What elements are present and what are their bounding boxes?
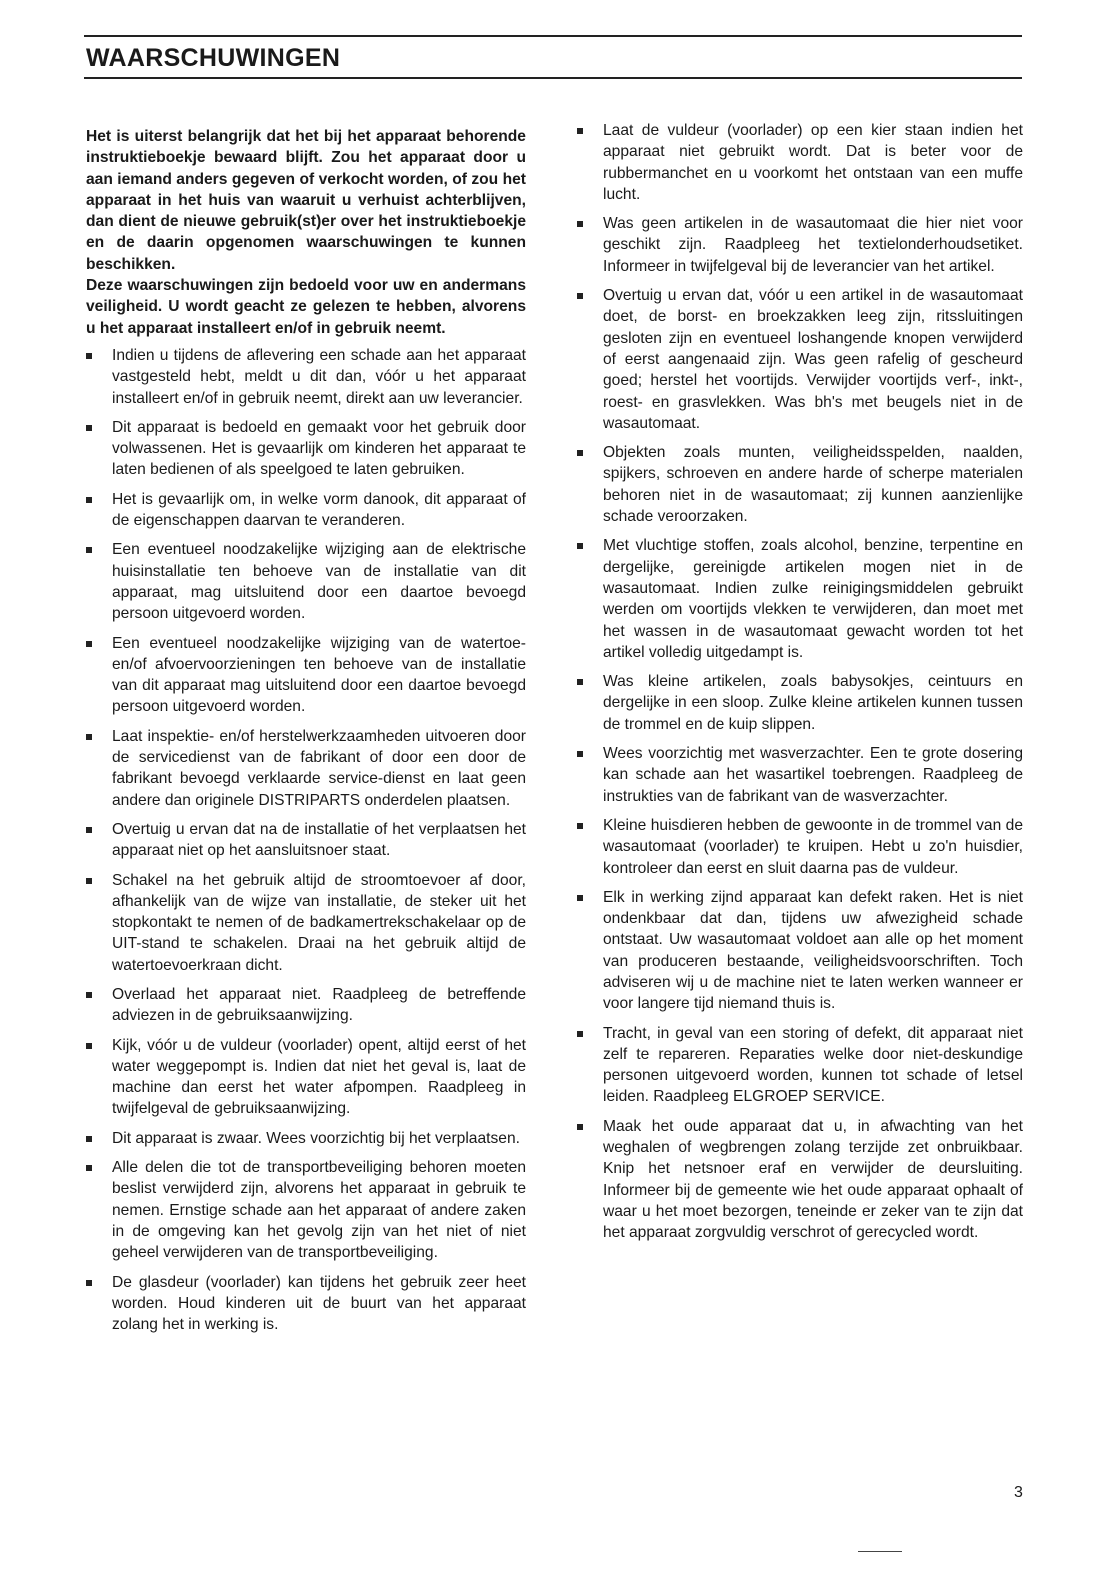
warning-text: Het is gevaarlijk om, in welke vorm danook, dit apparaat of de eigenschappen daarvan te veranderen.	[112, 490, 526, 530]
bullet-icon	[86, 497, 92, 503]
warning-text: Dit apparaat is zwaar. Wees voorzichtig bij het verplaatsen.	[112, 1129, 520, 1147]
bullet-icon	[577, 751, 583, 757]
page-title: WAARSCHUWINGEN	[86, 44, 341, 72]
warning-text: Kijk, vóór u de vuldeur (voorlader) opent, altijd eerst of het water weggepompt is. Indien dat niet het geval is, laat de machine dan eerst het water afpompen. Raadpleeg in twijfelgeval de gebruiksaanwijzing.	[112, 1036, 526, 1118]
header-rule-bottom	[84, 77, 1022, 79]
bullet-icon	[577, 293, 583, 299]
warning-item	[577, 120, 1023, 205]
warning-item	[577, 1023, 1023, 1108]
warning-list-left	[86, 345, 526, 1335]
warning-list-right	[577, 120, 1023, 1244]
warning-text: Maak het oude apparaat dat u, in afwachting van het weghalen of wegbrengen zolang terzijde zet onbruikbaar. Knip het netsnoer eraf en verwijder de deursluiting. Informeer bij de gemeente wie het oude apparaat ophaalt of waar u het moet bezorgen, teneinde er zeker van te zijn dat het apparaat zorgvuldig verschrot of gerecycled wordt.	[603, 1117, 1023, 1242]
warning-text: Was geen artikelen in de wasautomaat die hier niet voor geschikt zijn. Raadpleeg het textielonderhoudsetiket. Informeer in twijfelgeval bij de leverancier van het artikel.	[603, 215, 1023, 275]
bullet-icon	[86, 1136, 92, 1142]
header-rule-top	[84, 35, 1022, 37]
warning-text: De glasdeur (voorlader) kan tijdens het gebruik zeer heet worden. Houd kinderen uit de buurt van het apparaat zolang het in werking is.	[112, 1273, 526, 1334]
warning-text: Elk in werking zijnd apparaat kan defekt raken. Het is niet ondenkbaar dat dan, tijdens uw afwezigheid schade ontstaat. Uw wasautomaat voldoet aan alle op het moment van produceren bestaande, veiligheidsvoorschriften. Toch adviseren wij u de machine niet te laten werken wanneer er voor langere tijd niemand thuis is.	[603, 888, 1023, 1013]
warning-item	[577, 535, 1023, 663]
bullet-icon	[86, 1165, 92, 1171]
warning-item	[86, 870, 526, 976]
warning-text: Alle delen die tot de transportbeveiliging behoren moeten beslist verwijderd zijn, alvorens het apparaat in gebruik te nemen. Ernstige schade aan het apparaat of andere zaken in de omgeving kan het gevolg zijn van het niet of niet geheel verwijderen van de transportbeveiliging.	[112, 1159, 526, 1262]
warning-item	[86, 1272, 526, 1336]
warning-item	[86, 1035, 526, 1120]
bullet-icon	[86, 992, 92, 998]
warning-text: Schakel na het gebruik altijd de stroomtoevoer af door, afhankelijk van de wijze van installatie, de steker uit het stopkontakt te nemen of de badkamertrekschakelaar op de UIT-stand te schakelen. Draai na het gebruik altijd de watertoevoerkraan dicht.	[112, 871, 526, 974]
warning-text: Indien u tijdens de aflevering een schade aan het apparaat vastgesteld hebt, meldt u dit dan, vóór u het apparaat installeert en/of in gebruik neemt, direkt aan uw leverancier.	[112, 346, 526, 407]
bullet-icon	[86, 353, 92, 359]
warning-item	[86, 1157, 526, 1263]
warning-item	[86, 984, 526, 1027]
warning-item	[577, 285, 1023, 434]
bullet-icon	[86, 878, 92, 884]
warning-text: Met vluchtige stoffen, zoals alcohol, benzine, terpentine en dergelijke, gereinigde artikelen mogen niet in de wasautomaat. Indien zulke reinigingsmiddelen gebruikt werden om voortijds vlekken te verwijderen, dan moet met het wassen in de wasautomaat gewacht worden tot het artikel volledig uitgedampt is.	[603, 537, 1023, 661]
bullet-icon	[577, 450, 583, 456]
warning-text: Tracht, in geval van een storing of defekt, dit apparaat niet zelf te repareren. Reparaties welke door niet-deskundige personen uitgevoerd worden, kunnen tot schade of letsel leiden. Raadpleeg ELGROEP SERVICE.	[603, 1024, 1023, 1106]
warning-item	[86, 417, 526, 481]
bullet-icon	[577, 895, 583, 901]
warning-item	[577, 887, 1023, 1015]
bullet-icon	[86, 1043, 92, 1049]
warning-text: Overtuig u ervan dat na de installatie of het verplaatsen het apparaat niet op het aansluitsnoer staat.	[112, 820, 526, 860]
intro-paragraph: Het is uiterst belangrijk dat het bij het apparaat behorende instruktieboekje bewaard blijft. Zou het apparaat door u aan iemand anders gegeven of verkocht worden, of zou het apparaat in het huis van waaruit u verhuist achterblijven, dan dient de nieuwe gebruik(st)er over het instruktieboekje en de daarin opgenomen waarschuwingen te kunnen beschikken.	[86, 128, 526, 273]
warning-item	[86, 345, 526, 409]
bullet-icon	[86, 641, 92, 647]
bullet-icon	[86, 547, 92, 553]
warning-item	[577, 1116, 1023, 1244]
warning-text: Een eventueel noodzakelijke wijziging aan de elektrische huisinstallatie ten behoeve van de installatie van dit apparaat, mag uitsluitend door een daartoe bevoegd persoon uitgevoerd worden.	[112, 541, 526, 623]
warning-item	[577, 213, 1023, 277]
warning-text: Laat de vuldeur (voorlader) op een kier staan indien het apparaat niet gebruikt wordt. Dat is beter voor de rubbermanchet en u voorkomt het ontstaan van een muffe lucht.	[603, 122, 1023, 203]
bullet-icon	[577, 221, 583, 227]
warning-text: Wees voorzichtig met wasverzachter. Een te grote dosering kan schade aan het wasartikel toebrengen. Raadpleeg de instrukties van de fabrikant van de wasverzachter.	[603, 745, 1023, 805]
warning-text: Kleine huisdieren hebben de gewoonte in de trommel van de wasautomaat (voorlader) te kruipen. Hebt u zo'n huisdier, kontroleer dan eerst en sluit daarna pas de vuldeur.	[603, 816, 1023, 877]
warning-item	[577, 442, 1023, 527]
warning-item	[86, 633, 526, 718]
warning-item	[86, 489, 526, 532]
bullet-icon	[577, 1031, 583, 1037]
warning-text: Een eventueel noodzakelijke wijziging van de watertoe- en/of afvoervoorzieningen ten behoeve van de installatie van dit apparaat mag uitsluitend door een daartoe bevoegd persoon uitgevoerd worden.	[112, 634, 526, 716]
footer-rule	[858, 1551, 902, 1552]
intro-paragraph: Deze waarschuwingen zijn bedoeld voor uw en andermans veiligheid. U wordt geacht ze gelezen te hebben, alvorens u het apparaat installeert en/of in gebruik neemt.	[86, 277, 526, 337]
bullet-icon	[577, 128, 583, 134]
warning-item	[577, 671, 1023, 735]
warning-item	[86, 726, 526, 811]
warning-text: Dit apparaat is bedoeld en gemaakt voor het gebruik door volwassenen. Het is gevaarlijk om kinderen het apparaat te laten bedienen of als speelgoed te laten gebruiken.	[112, 418, 526, 479]
bullet-icon	[577, 823, 583, 829]
bullet-icon	[86, 827, 92, 833]
warning-text: Overlaad het apparaat niet. Raadpleeg de betreffende adviezen in de gebruiksaanwijzing.	[112, 985, 526, 1025]
warning-item	[86, 1128, 526, 1149]
left-column	[86, 126, 526, 1343]
bullet-icon	[577, 1124, 583, 1130]
page-number: 3	[1014, 1484, 1023, 1501]
warning-item	[86, 819, 526, 862]
warning-item	[577, 743, 1023, 807]
bullet-icon	[86, 425, 92, 431]
bullet-icon	[86, 1280, 92, 1286]
warning-item	[86, 539, 526, 624]
warning-text: Objekten zoals munten, veiligheidsspelden, naalden, spijkers, schroeven en andere harde of scherpe materialen behoren niet in de wasautomaat; zij kunnen aanzienlijke schade veroorzaken.	[603, 444, 1023, 526]
bullet-icon	[86, 734, 92, 740]
warning-item	[577, 815, 1023, 879]
warning-text: Laat inspektie- en/of herstelwerkzaamheden uitvoeren door de servicedienst van de fabrikant of door een door de fabrikant bevoegd verklaarde service-dienst en laat geen andere dan originele DISTRIPARTS onderdelen plaatsen.	[112, 727, 526, 809]
warning-text: Overtuig u ervan dat, vóór u een artikel in de wasautomaat doet, de borst- en broekzakken leeg zijn, ritssluitingen gesloten zijn en eventueel loshangende knopen verwijderd of eerst aangenaaid zijn. Was geen rafelig of gescheurd goed; herstel het voortijds. Verwijder voortijds verf-, inkt-, roest- en grasvlekken. Was bh's met beugels niet in de wasautomaat.	[603, 287, 1023, 432]
bullet-icon	[577, 543, 583, 549]
bullet-icon	[577, 679, 583, 685]
right-column	[577, 120, 1023, 1252]
warning-text: Was kleine artikelen, zoals babysokjes, ceintuurs en dergelijke in een sloop. Zulke kleine artikelen kunnen tussen de trommel en de kuip slippen.	[603, 673, 1023, 733]
